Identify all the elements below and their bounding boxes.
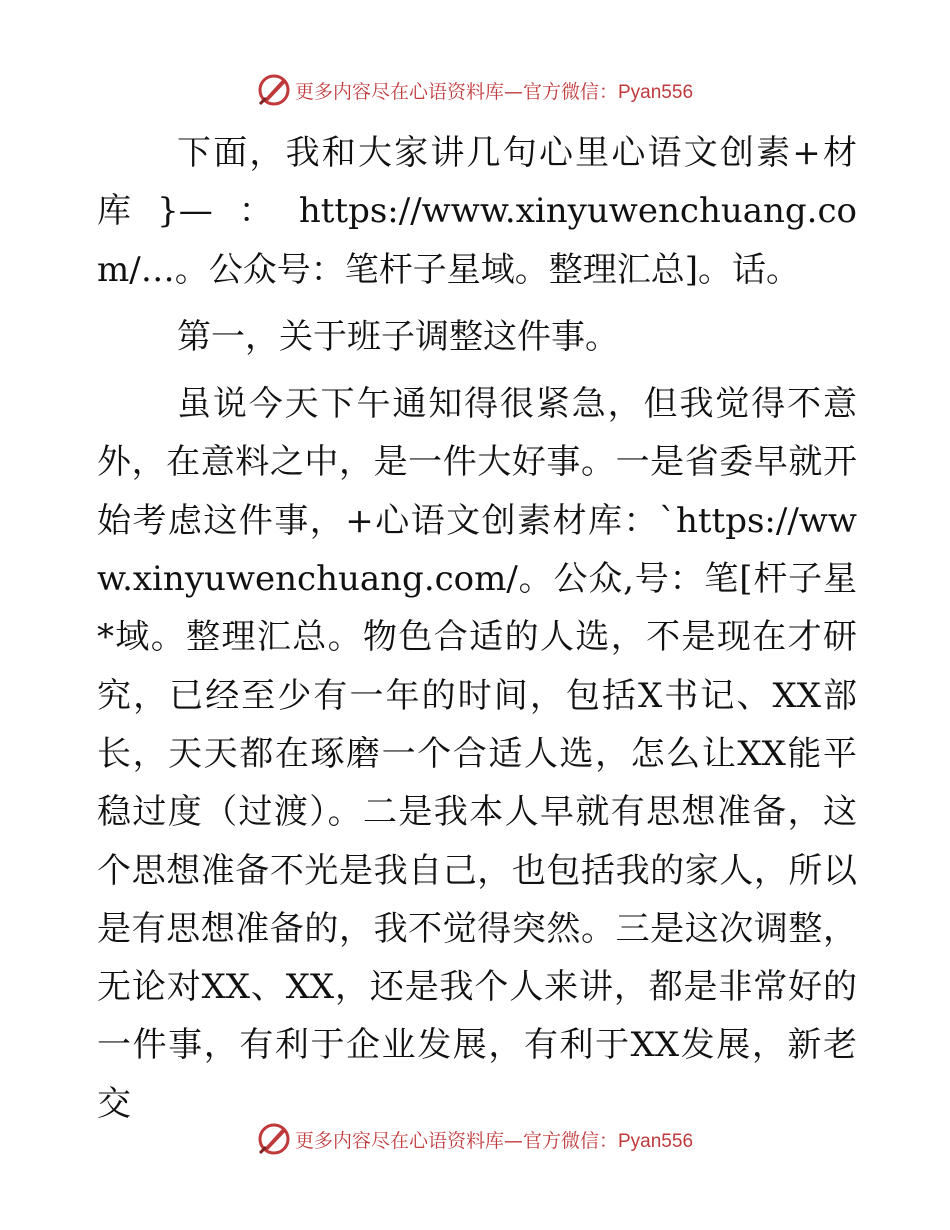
banner-text: [295, 1126, 693, 1153]
quill-emblem-logo-icon: [257, 73, 291, 107]
section-heading: 第一，关于班子调整这件事。: [177, 316, 619, 357]
banner-text: [295, 77, 693, 104]
paragraph: 虽说今天下午通知得很紧急，但我觉得不意外，在意料之中，是一件大好事。一是省委早就开始考虑这件事，+心语文创素材库：`https://www.xinyuwenchuang.com/。公众,号：笔[杆子星*域。整理汇总。物色合适的人选，不是现在才研究，已经至少有一年的时间，包括X书记、XX部长，天天都在琢磨一个合适人选，怎么让XX能平稳过度（过渡）。二是我本人早就有思想准备，这个思想准备不光是我自己，也包括我的家人，所以是有思想准备的，我不觉得突然。三是这次调整，无论对XX、XX，还是我个人来讲，都是非常好的一件事，有利于企业发展，有利于XX发展，新老交: [97, 384, 857, 1124]
banner-account: Pyan556: [618, 1130, 694, 1152]
paragraph: 下面，我和大家讲几句心里心语文创素+材库}—：https://www.xinyuwenchuang.com/…。公众号：笔杆子星域。整理汇总]。话。: [97, 133, 857, 290]
footer-banner: [0, 1119, 950, 1159]
banner-account: Pyan556: [618, 81, 694, 103]
header-banner: [0, 70, 950, 110]
banner-prefix: 更多内容尽在心语资料库—官方微信：: [294, 1129, 618, 1152]
quill-emblem-logo-icon: [257, 1122, 291, 1156]
document-body: [97, 124, 857, 1133]
banner-prefix: 更多内容尽在心语资料库—官方微信：: [294, 80, 618, 103]
